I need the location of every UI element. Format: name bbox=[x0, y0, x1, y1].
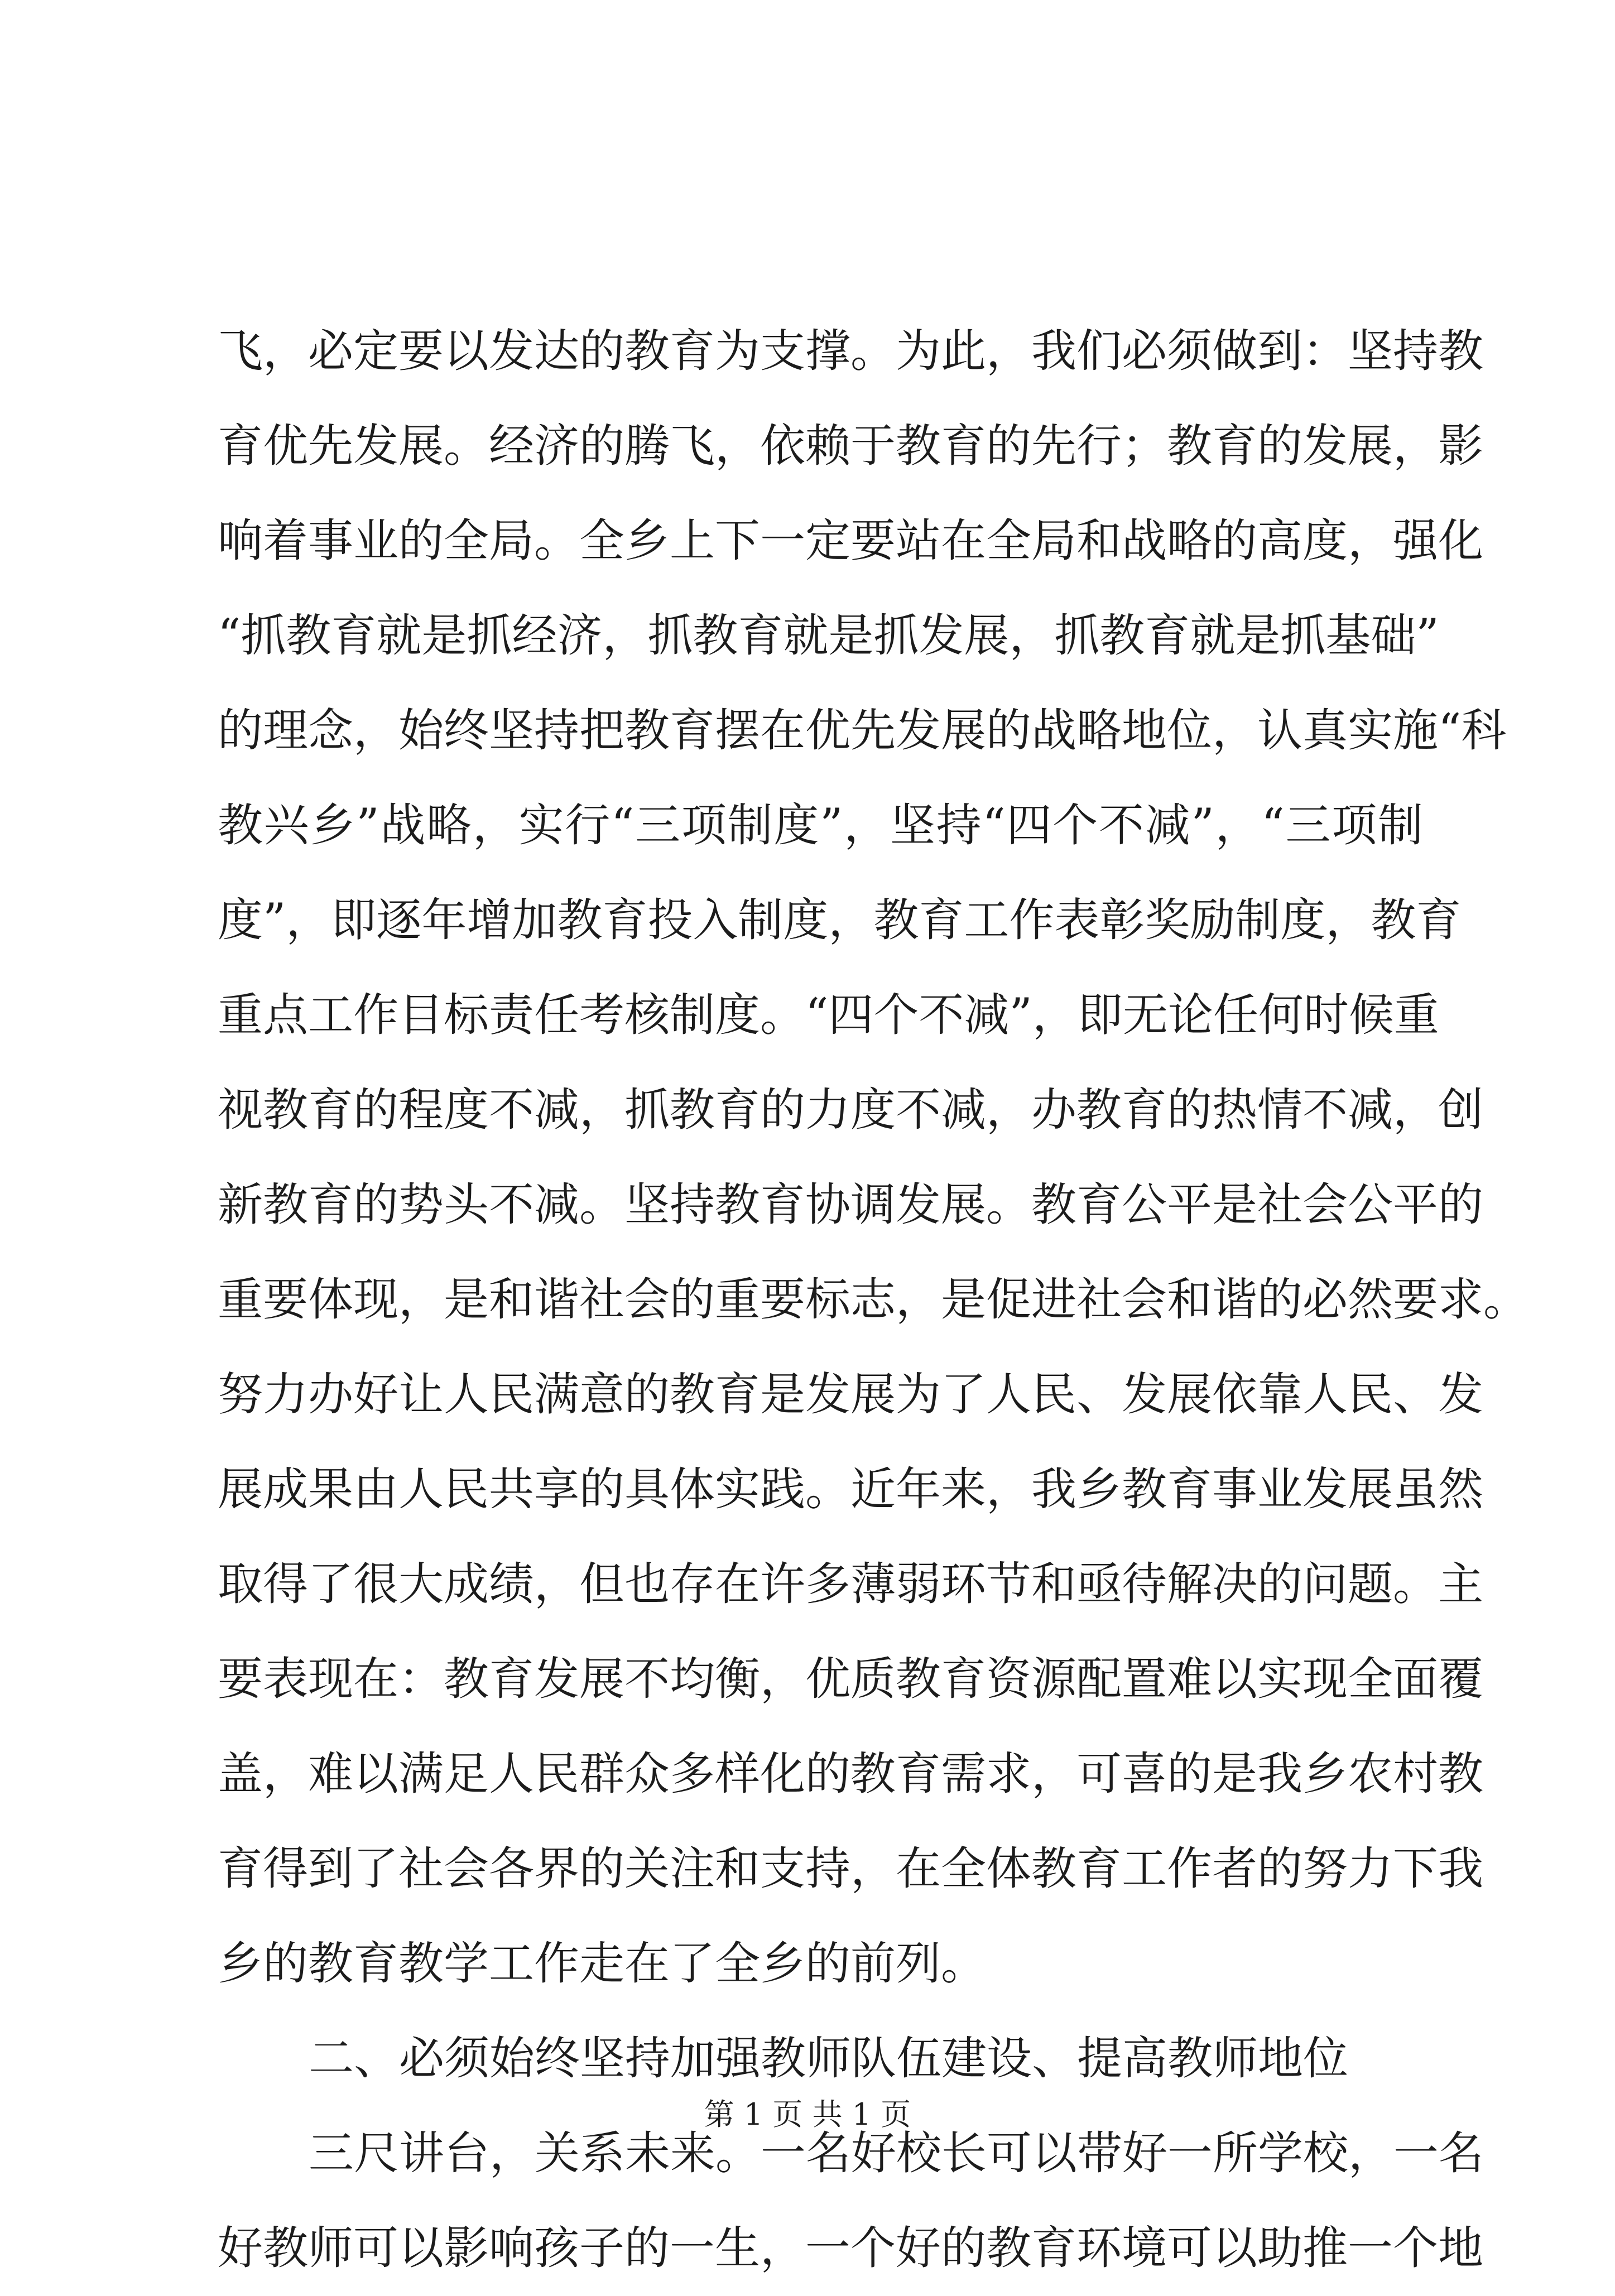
body-line: 重点工作目标责任考核制度。“四个不减”，即无论任何时候重 bbox=[218, 989, 1439, 1042]
body-line: 重要体现，是和谐社会的重要标志，是促进社会和谐的必然要求。 bbox=[218, 1274, 1529, 1326]
body-line: 育优先发展。经济的腾飞，依赖于教育的先行；教育的发展，影 bbox=[218, 420, 1484, 473]
body-line-last: 乡的教育教学工作走在了全乡的前列。 bbox=[218, 1938, 987, 1990]
body-line: 视教育的程度不减，抓教育的力度不减，办教育的热情不减，创 bbox=[218, 1084, 1484, 1137]
body-line: 取得了很大成绩，但也存在许多薄弱环节和亟待解决的问题。主 bbox=[218, 1558, 1484, 1611]
section-first-line: 三尺讲台，关系未来。一名好校长可以带好一所学校，一名 bbox=[309, 2127, 1484, 2180]
page-number-footer: 第 1 页 共 1 页 bbox=[704, 2097, 911, 2132]
body-line: 努力办好让人民满意的教育是发展为了人民、发展依靠人民、发 bbox=[218, 1369, 1484, 1421]
body-line: 新教育的势头不减。坚持教育协调发展。教育公平是社会公平的 bbox=[218, 1179, 1484, 1231]
body-line: 育得到了社会各界的关注和支持，在全体教育工作者的努力下我 bbox=[218, 1843, 1484, 1895]
body-line: 飞，必定要以发达的教育为支撑。为此，我们必须做到：坚持教 bbox=[218, 325, 1484, 378]
body-line: 要表现在：教育发展不均衡，优质教育资源配置难以实现全面覆 bbox=[218, 1653, 1484, 1706]
body-line: 盖，难以满足人民群众多样化的教育需求，可喜的是我乡农村教 bbox=[218, 1748, 1484, 1801]
section-heading: 二、必须始终坚持加强教师队伍建设、提高教师地位 bbox=[309, 2033, 1349, 2085]
document-body bbox=[218, 304, 1529, 2296]
body-line: 度”，即逐年增加教育投入制度，教育工作表彰奖励制度，教育 bbox=[218, 894, 1462, 947]
body-line: 展成果由人民共享的具体实践。近年来，我乡教育事业发展虽然 bbox=[218, 1464, 1484, 1516]
body-line: “抓教育就是抓经济，抓教育就是抓发展，抓教育就是抓基础” bbox=[218, 610, 1439, 662]
body-line: 教兴乡”战略，实行“三项制度”，坚持“四个不减”，“三项制 bbox=[218, 800, 1423, 852]
body-line: 的理念，始终坚持把教育摆在优先发展的战略地位，认真实施“科 bbox=[218, 705, 1507, 757]
body-line: 响着事业的全局。全乡上下一定要站在全局和战略的高度，强化 bbox=[218, 515, 1484, 567]
section-line: 好教师可以影响孩子的一生，一个好的教育环境可以助推一个地 bbox=[218, 2222, 1484, 2275]
